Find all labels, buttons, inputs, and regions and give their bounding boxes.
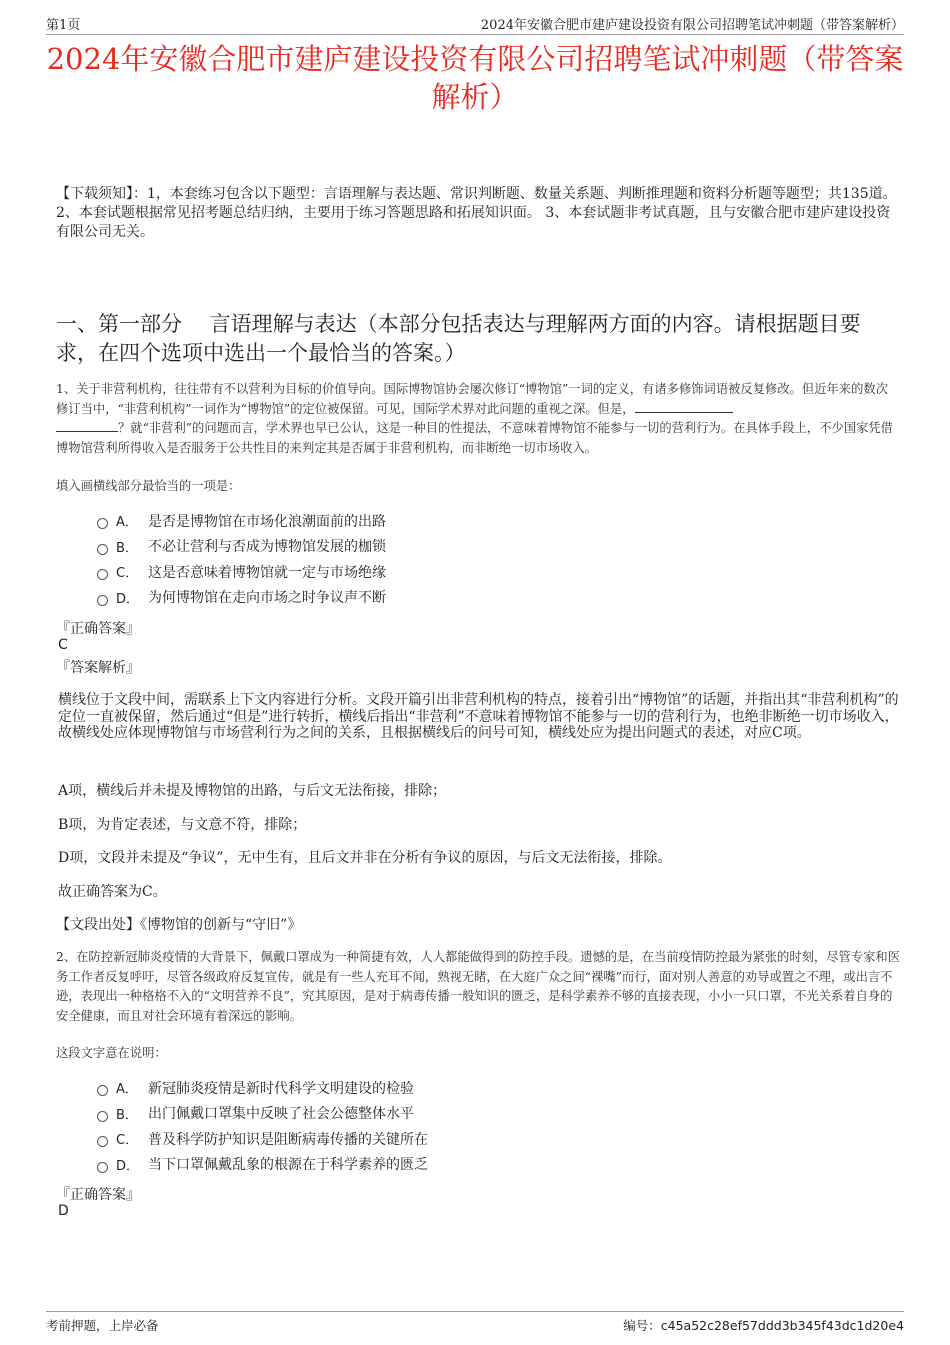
answer-label: 『正确答案』 [56, 1187, 140, 1203]
radio-icon[interactable] [97, 595, 108, 606]
page-header [46, 14, 904, 35]
fill-blank [56, 419, 118, 432]
radio-icon[interactable] [97, 1162, 108, 1173]
option-d[interactable]: D． 为何博物馆在走向市场之时争议声不断 [97, 585, 386, 611]
question-2-prompt: 这段文字意在说明： [56, 1046, 167, 1060]
analysis-option-b: B项，为肯定表述，与文意不符，排除； [58, 817, 307, 833]
analysis-label: 『答案解析』 [56, 660, 140, 676]
radio-icon[interactable] [97, 518, 108, 529]
radio-icon[interactable] [97, 544, 108, 555]
answer-value: D [58, 1203, 69, 1219]
radio-icon[interactable] [97, 1111, 108, 1122]
analysis-option-a: A项，横线后并未提及博物馆的出路，与后文无法衔接，排除； [58, 783, 447, 799]
passage-source: 【文段出处】《博物馆的创新与“守旧”》 [56, 917, 302, 933]
radio-icon[interactable] [97, 1136, 108, 1147]
download-notice: 【下载须知】：1，本套练习包含以下题型：言语理解与表达题、常识判断题、数量关系题、判断推理题和资料分析题等题型；共135道。 2、本套试题根据常见招考题总结归纳，主要用于练习答题思路和拓展知识面。 3、本套试题非考试真题，且与安徽合肥市建庐建设投资有限公司无关。 [56, 186, 897, 240]
question-2-text: 2、在防控新冠肺炎疫情的大背景下，佩戴口罩成为一种简捷有效，人人都能做得到的防控手段。遗憾的是，在当前疫情防控最为紧张的时刻，尽管专家和医务工作者反复呼吁，尽管各级政府反复宣传，就是有一些人充耳不闻，熟视无睹，在大庭广众之间“裸嘴”而行，面对别人善意的劝导或置之不理，或出言不逊，表现出一种格格不入的“文明营养不良”，究其原因，是对于病毒传播一般知识的匮乏，是科学素养不够的直接表现，小小一只口罩，不光关系着自身的安全健康，而且对社会环境有着深远的影响。 [56, 950, 901, 1023]
section-title: 一、第一部分 言语理解与表达（本部分包括表达与理解两方面的内容。请根据题目要求，在四个选项中选出一个最恰当的答案。） [56, 312, 861, 365]
radio-icon[interactable] [97, 1085, 108, 1096]
option-a[interactable]: A． 新冠肺炎疫情是新时代科学文明建设的检验 [97, 1075, 428, 1101]
answer-value: C [58, 637, 68, 653]
question-1-prompt: 填入画横线部分最恰当的一项是： [56, 479, 241, 493]
footer-id: 编号：c45a52c28ef57ddd3b345f43dc1d20e4 [623, 1318, 904, 1333]
option-d[interactable]: D． 当下口罩佩戴乱象的根源在于科学素养的匮乏 [97, 1152, 428, 1178]
header-doc-title: 2024年安徽合肥市建庐建设投资有限公司招聘笔试冲刺题（带答案解析） [480, 18, 904, 33]
answer-label: 『正确答案』 [56, 621, 140, 637]
option-a[interactable]: A． 是否是博物馆在市场化浪潮面前的出路 [97, 508, 386, 534]
question-2-options [97, 1075, 428, 1177]
analysis-option-d: D项，文段并未提及“争议”，无中生有，且后文并非在分析有争议的原因，与后文无法衔接，排除。 [58, 850, 672, 866]
analysis-text: 横线位于文段中间，需联系上下文内容进行分析。文段开篇引出非营利机构的特点，接着引出“博物馆”的话题，并指出其“非营利机构”的定位一直被保留，然后通过“但是”进行转折，横线后指出“非营利”不意味着博物馆不能参与一切的营利行为，也绝非断绝一切市场收入，故横线处应体现博物馆与市场营利行为之间的关系，且根据横线后的问号可知，横线处应为提出问题式的表述，对应C项。 [58, 692, 899, 741]
radio-icon[interactable] [97, 569, 108, 580]
page-footer [46, 1311, 904, 1333]
question-1-text: 1、关于非营利机构，往往带有不以营利为目标的价值导向。国际博物馆协会屡次修订“博物馆”一词的定义，有诸多修饰词语被反复修改。但近年来的数次修订当中，“非营利机构”一词作为“博物馆”的定位被保留。可见，国际学术界对此问题的重视之深。但是， ？就“非营利”的问题而言，学术界也早已公认，这是一种目的性提法，不意味着博物馆不能参与一切的营利行为。在具体手段上，不少国家凭借博物馆营利所得收入是否服务于公共性目的来判定其是否属于非营利机构，而非断绝一切市场收入。 [56, 382, 893, 455]
fill-blank [635, 400, 733, 413]
option-c[interactable]: C． 普及科学防护知识是阻断病毒传播的关键所在 [97, 1126, 428, 1152]
option-c[interactable]: C． 这是否意味着博物馆就一定与市场绝缘 [97, 559, 386, 585]
analysis-conclusion: 故正确答案为C。 [58, 884, 167, 900]
page-number: 第1页 [46, 18, 81, 33]
option-b[interactable]: B． 不必让营利与否成为博物馆发展的枷锁 [97, 534, 386, 560]
footer-slogan: 考前押题，上岸必备 [46, 1318, 159, 1333]
document-title: 2024年安徽合肥市建庐建设投资有限公司招聘笔试冲刺题（带答案解析） [46, 42, 904, 114]
option-b[interactable]: B． 出门佩戴口罩集中反映了社会公德整体水平 [97, 1101, 428, 1127]
document-code: c45a52c28ef57ddd3b345f43dc1d20e4 [660, 1318, 904, 1333]
question-1-options [97, 508, 386, 610]
